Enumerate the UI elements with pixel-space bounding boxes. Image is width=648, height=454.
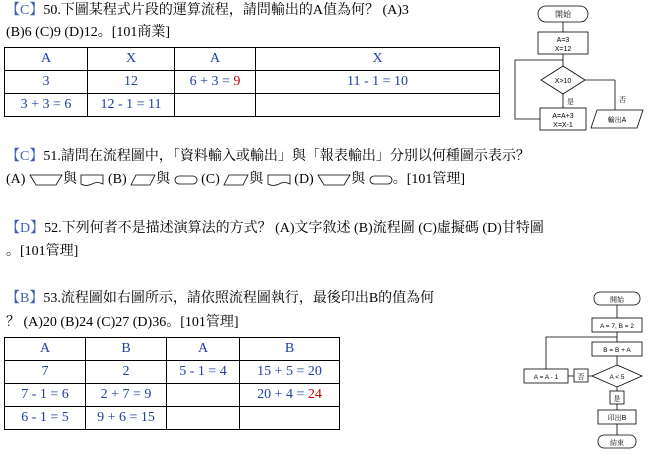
terminal-icon (369, 173, 393, 187)
q50-cell: 12 (88, 71, 175, 94)
document-icon (80, 173, 104, 187)
q50-answer: C (20, 3, 30, 18)
manual-operation-icon (317, 173, 351, 187)
q50-init-x: X=12 (554, 46, 572, 53)
q53-print-label: 印出B (607, 415, 627, 422)
q53-cell: 7 - 1 = 6 (5, 384, 86, 407)
q53-header-b1: B (86, 338, 167, 361)
q51-text: 51.請問在流程圖中，「資料輸入或輸出」與「報表輸出」分別以何種圖示表示？ (43, 149, 530, 164)
q53-op-label: B = B + A (603, 347, 631, 354)
q53-flowchart (518, 290, 646, 452)
q50-no-label: 否 (619, 97, 626, 104)
q50-cell (175, 94, 256, 117)
data-io-icon (130, 173, 156, 187)
document-icon (267, 173, 291, 187)
q50-cell: 3 + 3 = 6 (5, 94, 88, 117)
q50-text: 50.下圖某程式片段的運算流程，請問輸出的A值為何？ (A)3 (43, 3, 409, 18)
q50-cell: 12 - 1 = 11 (88, 94, 175, 117)
q50-header-a1: A (5, 48, 88, 71)
q50-trace-table (4, 47, 500, 117)
q51-opt-a: (A) (6, 172, 26, 187)
q51-answer: C (20, 149, 30, 164)
q50-yes-label: 是 (567, 99, 574, 106)
q52-line2: 。[101管理] (6, 244, 79, 259)
q53-cell (167, 384, 240, 407)
q53-cell: 9 + 6 = 15 (86, 407, 167, 430)
q51-opt-b: (B) (107, 172, 127, 187)
q50-result-value: 9 (233, 74, 241, 89)
q50-cell: 3 (5, 71, 88, 94)
q53-init-label: A = 7, B = 2 (600, 323, 634, 330)
q53-end-label: 結束 (610, 440, 624, 447)
q51-opt-c: (C) (201, 172, 220, 187)
q53-condition-label: A < 5 (609, 374, 625, 381)
q53-cell (240, 407, 340, 430)
q53-cell: 7 (5, 361, 86, 384)
q53-cell: 2 (86, 361, 167, 384)
q50-condition-label: X>10 (554, 78, 572, 85)
q50-output-label: 輸出A (607, 117, 627, 124)
q52-answer: D (20, 221, 31, 236)
data-io-icon (223, 173, 249, 187)
q53-trace-table (4, 337, 340, 430)
q51-options: (A) 與 (B) 與 (C) 與 (D) 與 。[101管理] (6, 172, 466, 187)
q52-text: 52.下列何者不是描述演算法的方式？ (A)文字敘述 (B)流程圖 (C)虛擬碼 (D)甘特圖 (44, 221, 544, 236)
q53-cell: 20 + 4 = 24 (240, 384, 340, 407)
q50-header-a2: A (175, 48, 256, 71)
q53-text: 53.流程圖如右圖所示，請依照流程圖執行，最後印出B的值為何 (43, 291, 435, 306)
q50-op2: X=X-1 (553, 122, 573, 129)
q53-no-label: 否 (577, 374, 585, 381)
q53-cell (167, 407, 240, 430)
q50-line1: 【C】50.下圖某程式片段的運算流程，請問輸出的A值為何？ (A)3 (6, 3, 409, 18)
q53-cell: 6 - 1 = 5 (5, 407, 86, 430)
q52-line1: 【D】52.下列何者不是描述演算法的方式？ (A)文字敘述 (B)流程圖 (C)虛擬碼 (D)甘特圖 (6, 221, 544, 236)
q50-header-x1: X (88, 48, 175, 71)
q51-opt-d: (D) (294, 172, 314, 187)
q50-cell: 6 + 3 = 9 (175, 71, 256, 94)
q50-header-x2: X (256, 48, 500, 71)
q53-header-b2: B (240, 338, 340, 361)
q53-result-value: 24 (307, 387, 322, 402)
q50-init-a: A=3 (556, 37, 570, 44)
q50-flowchart (505, 2, 645, 132)
terminal-icon (174, 173, 198, 187)
q53-line2: ？ (A)20 (B)24 (C)27 (D)36。[101管理] (6, 315, 239, 330)
q51-line1: 【C】51.請問在流程圖中，「資料輸入或輸出」與「報表輸出」分別以何種圖示表示？ (6, 149, 530, 164)
q53-cell: 2 + 7 = 9 (86, 384, 167, 407)
q50-cell: 11 - 1 = 10 (256, 71, 500, 94)
q50-line2: (B)6 (C)9 (D)12。[101商業] (6, 25, 171, 40)
q53-yes-label: 是 (613, 396, 621, 403)
q53-header-a2: A (167, 338, 240, 361)
q53-line1: 【B】53.流程圖如右圖所示，請依照流程圖執行，最後印出B的值為何 (6, 291, 435, 306)
q50-op1: A=A+3 (552, 113, 574, 120)
q53-answer: B (20, 291, 30, 306)
q53-cell: 5 - 1 = 4 (167, 361, 240, 384)
q50-cell (256, 94, 500, 117)
q53-header-a1: A (5, 338, 86, 361)
q50-start-label: 開始 (555, 10, 571, 19)
manual-operation-icon (29, 173, 63, 187)
q53-decrement-label: A = A - 1 (533, 374, 559, 381)
q53-start-label: 開始 (610, 297, 624, 304)
q53-cell: 15 + 5 = 20 (240, 361, 340, 384)
